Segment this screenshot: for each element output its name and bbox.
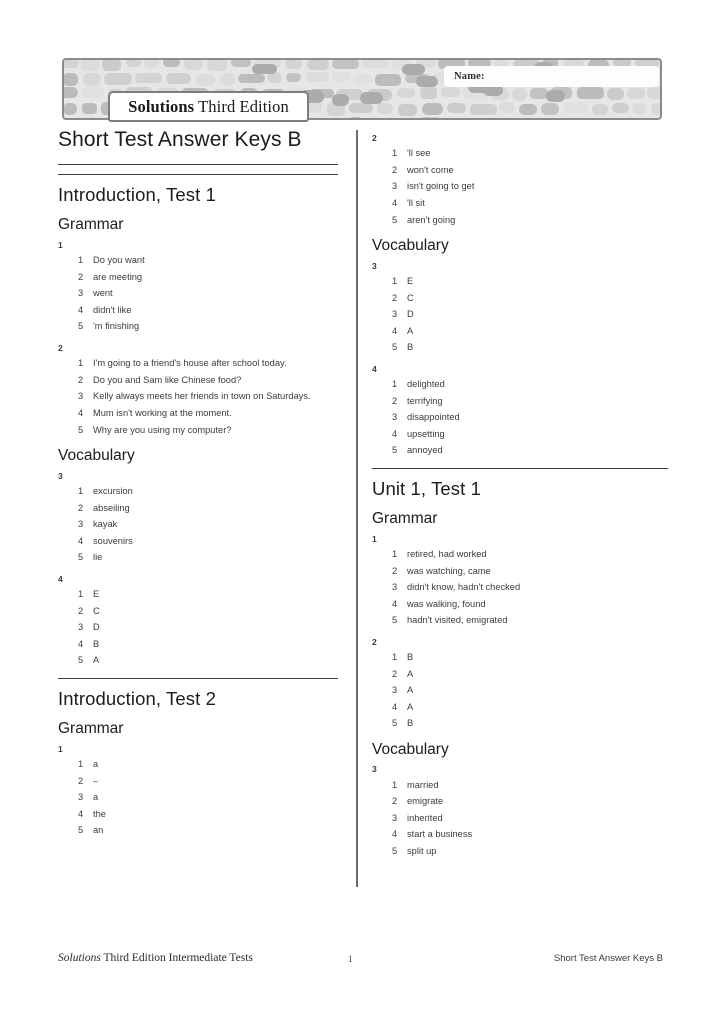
- answer-text: isn't going to get: [407, 181, 475, 192]
- answer-list: [372, 376, 668, 459]
- answer-item: [392, 306, 668, 323]
- mosaic-cell: [353, 74, 372, 84]
- answer-item: [78, 422, 338, 439]
- answer-text: Do you want: [93, 255, 145, 266]
- answer-index: 1: [78, 486, 84, 497]
- skill-heading-grammar: Grammar: [58, 720, 124, 738]
- exercise-number: 4: [58, 573, 63, 584]
- title-divider: [58, 164, 338, 165]
- answer-index: 3: [78, 622, 84, 633]
- mosaic-cell: [81, 60, 99, 71]
- mosaic-cell-accent: [332, 94, 349, 106]
- answer-text: inherited: [407, 812, 443, 823]
- answer-text: didn't like: [93, 304, 132, 315]
- answer-item: [78, 285, 338, 302]
- mosaic-cell: [349, 103, 373, 113]
- answer-item: [78, 533, 338, 550]
- section-divider: [58, 174, 338, 175]
- answer-index: 4: [78, 808, 84, 819]
- answer-text: Kelly always meets her friends in town on Saturdays.: [93, 391, 311, 402]
- mosaic-cell: [286, 73, 300, 83]
- answer-item: [392, 826, 668, 843]
- mosaic-cell: [64, 87, 78, 97]
- answer-text: A: [93, 655, 100, 666]
- answer-item: [78, 789, 338, 806]
- answer-text: was watching, came: [407, 565, 491, 576]
- answer-item: [78, 549, 338, 566]
- mosaic-cell: [447, 103, 465, 113]
- answer-text: D: [407, 309, 414, 320]
- answer-item: [78, 636, 338, 653]
- mosaic-cell: [541, 103, 558, 115]
- answer-list: [58, 355, 338, 438]
- brand-logo-text: [128, 97, 289, 117]
- answer-index: 3: [392, 582, 398, 593]
- mosaic-cell: [64, 60, 79, 68]
- section-divider: [58, 678, 338, 679]
- mosaic-cell-accent: [402, 64, 425, 75]
- answer-index: 4: [392, 829, 398, 840]
- answer-index: 4: [392, 197, 398, 208]
- answer-item: [392, 195, 668, 212]
- answer-index: 2: [392, 565, 398, 576]
- answer-index: 5: [78, 552, 84, 563]
- mosaic-cell: [647, 87, 660, 99]
- answer-text: was walking, found: [407, 598, 486, 609]
- answer-index: 3: [78, 792, 84, 803]
- skill-heading-vocabulary: Vocabulary: [372, 740, 449, 758]
- answer-text: terrifying: [407, 395, 443, 406]
- answer-index: 5: [78, 655, 84, 666]
- answer-item: [392, 715, 668, 732]
- answer-item: [392, 339, 668, 356]
- answer-index: 2: [78, 502, 84, 513]
- mosaic-cell: [82, 103, 97, 114]
- mosaic-cell: [397, 88, 415, 98]
- answer-text: kayak: [93, 519, 118, 530]
- answer-item: [392, 682, 668, 699]
- answer-index: 3: [392, 309, 398, 320]
- answer-item: [392, 699, 668, 716]
- answer-item: [392, 212, 668, 229]
- answer-text: excursion: [93, 486, 133, 497]
- answer-index: 1: [392, 379, 398, 390]
- exercise-number: 2: [372, 636, 377, 647]
- mosaic-cell: [196, 74, 216, 86]
- answer-text: a: [93, 792, 99, 803]
- brand-logo: [108, 91, 309, 122]
- answer-item: [392, 162, 668, 179]
- mosaic-cell-accent: [416, 76, 438, 87]
- answer-index: 4: [78, 408, 84, 419]
- mosaic-cell: [163, 60, 180, 67]
- answer-index: 3: [392, 181, 398, 192]
- mosaic-cell: [375, 74, 400, 86]
- mosaic-cell: [220, 73, 235, 85]
- answer-item: [78, 603, 338, 620]
- mosaic-cell: [422, 103, 443, 115]
- answer-text: Do you and Sam like Chinese food?: [93, 374, 242, 385]
- answer-list: [372, 145, 668, 228]
- exercise-number: 2: [372, 133, 377, 143]
- mosaic-cell: [102, 60, 121, 71]
- skill-heading-vocabulary: Vocabulary: [372, 237, 449, 255]
- footer-source-rest: Third Edition Intermediate Tests: [100, 952, 253, 964]
- answer-item: [78, 586, 338, 603]
- answer-index: 5: [392, 845, 398, 856]
- answer-index: 2: [392, 292, 398, 303]
- answer-index: 1: [392, 549, 398, 560]
- mosaic-cell: [135, 73, 162, 82]
- answer-item: [392, 323, 668, 340]
- answer-item: [392, 376, 668, 393]
- mosaic-cell-accent: [360, 92, 383, 104]
- answer-index: 1: [78, 255, 84, 266]
- answer-index: 1: [78, 358, 84, 369]
- exercise-number: 4: [372, 363, 377, 374]
- answer-item: [78, 372, 338, 389]
- answer-item: [78, 619, 338, 636]
- answer-index: 1: [392, 652, 398, 663]
- mosaic-cell: [398, 104, 417, 117]
- mosaic-cell: [207, 60, 227, 71]
- answer-index: 4: [78, 304, 84, 315]
- mosaic-cell: [83, 73, 101, 86]
- mosaic-cell: [64, 73, 78, 85]
- answer-item: [392, 666, 668, 683]
- brand-logo-bold: Solutions: [128, 96, 195, 116]
- answer-text: Mum isn't working at the moment.: [93, 408, 232, 419]
- answer-index: 4: [392, 701, 398, 712]
- exercise-number: 1: [372, 533, 377, 544]
- answer-item: [392, 612, 668, 629]
- answer-index: 1: [392, 779, 398, 790]
- answer-text: A: [407, 325, 414, 336]
- exercise-number: 3: [372, 260, 377, 271]
- answer-index: 3: [392, 412, 398, 423]
- answer-item: [392, 442, 668, 459]
- answer-text: disappointed: [407, 412, 460, 423]
- page-content: [0, 128, 720, 918]
- answer-text: upsetting: [407, 428, 445, 439]
- answer-item: [78, 806, 338, 823]
- mosaic-cell: [348, 117, 364, 118]
- answer-index: 5: [392, 445, 398, 456]
- answer-item: [392, 810, 668, 827]
- page-title: Short Test Answer Keys B: [58, 128, 302, 151]
- answer-item: [392, 273, 668, 290]
- answer-index: 1: [78, 589, 84, 600]
- answer-text: A: [407, 685, 414, 696]
- answer-index: 5: [392, 214, 398, 225]
- answer-list: [58, 756, 338, 839]
- mosaic-cell: [231, 60, 251, 67]
- answer-item: [392, 793, 668, 810]
- mosaic-cell-accent: [546, 90, 565, 102]
- mosaic-cell: [470, 104, 497, 115]
- exercise-number: 3: [58, 470, 63, 481]
- answer-item: [392, 777, 668, 794]
- answer-text: lie: [93, 552, 103, 563]
- answer-text: I'm going to a friend's house after school today.: [93, 358, 287, 369]
- mosaic-cell: [306, 72, 329, 82]
- right-column: [372, 128, 668, 869]
- answer-text: B: [407, 342, 414, 353]
- answer-text: –: [93, 775, 99, 786]
- answer-index: 2: [78, 271, 84, 282]
- name-field-label: Name:: [454, 71, 485, 82]
- answer-index: 4: [78, 535, 84, 546]
- answer-text: an: [93, 825, 104, 836]
- answer-index: 1: [78, 759, 84, 770]
- answer-text: a: [93, 759, 99, 770]
- answer-text: are meeting: [93, 271, 143, 282]
- mosaic-cell: [627, 88, 645, 98]
- answer-item: [392, 546, 668, 563]
- answer-text: B: [407, 652, 414, 663]
- answer-list: [372, 546, 668, 629]
- answer-list: [372, 777, 668, 860]
- mosaic-cell: [332, 72, 350, 82]
- brand-logo-regular: Third Edition: [194, 96, 289, 116]
- answer-text: E: [407, 276, 414, 287]
- answer-item: [78, 822, 338, 839]
- mosaic-cell-accent: [252, 64, 277, 74]
- mosaic-cell: [166, 73, 192, 85]
- answer-text: Why are you using my computer?: [93, 424, 232, 435]
- answer-text: retired, had worked: [407, 549, 487, 560]
- mosaic-cell: [632, 103, 647, 114]
- answer-item: [392, 290, 668, 307]
- section-divider: [372, 468, 668, 469]
- mosaic-cell: [238, 74, 265, 84]
- answer-text: C: [407, 292, 414, 303]
- answer-text: D: [93, 622, 100, 633]
- answer-index: 5: [78, 321, 84, 332]
- answer-index: 2: [78, 775, 84, 786]
- answer-index: 2: [78, 605, 84, 616]
- mosaic-cell: [362, 60, 388, 68]
- mosaic-cell: [563, 102, 589, 113]
- mosaic-cell: [104, 73, 132, 85]
- exercise-number: 2: [58, 343, 63, 354]
- mosaic-cell: [441, 87, 460, 97]
- mosaic-cell: [519, 104, 537, 115]
- answer-list: [58, 483, 338, 566]
- page-footer: [58, 952, 663, 968]
- answer-text: hadn't visited, emigrated: [407, 615, 508, 626]
- answer-text: A: [407, 668, 414, 679]
- answer-index: 4: [392, 325, 398, 336]
- answer-text: A: [407, 701, 414, 712]
- mosaic-cell: [307, 60, 330, 70]
- answer-text: went: [93, 288, 113, 299]
- mosaic-cell: [126, 60, 142, 67]
- footer-document-name: Short Test Answer Keys B: [553, 953, 663, 964]
- mosaic-cell: [377, 103, 393, 114]
- footer-page-number: 1: [348, 954, 353, 964]
- answer-index: 2: [392, 796, 398, 807]
- mosaic-cell: [612, 103, 629, 113]
- skill-heading-vocabulary: Vocabulary: [58, 447, 135, 465]
- answer-index: 5: [392, 615, 398, 626]
- answer-text: emigrate: [407, 796, 444, 807]
- exercise-number: 3: [372, 764, 377, 775]
- section-introduction-test-2-title: Introduction, Test 2: [58, 687, 216, 709]
- answer-item: [392, 145, 668, 162]
- answer-item: [78, 483, 338, 500]
- answer-index: 3: [392, 812, 398, 823]
- answer-text: split up: [407, 845, 437, 856]
- answer-item: [78, 269, 338, 286]
- answer-text: 'll see: [407, 148, 431, 159]
- answer-index: 4: [78, 638, 84, 649]
- column-divider: [356, 130, 358, 887]
- mosaic-cell: [577, 87, 604, 99]
- answer-index: 2: [392, 395, 398, 406]
- answer-item: [392, 843, 668, 860]
- answer-text: 'll sit: [407, 197, 425, 208]
- answer-item: [78, 500, 338, 517]
- footer-source-italic: Solutions: [58, 952, 101, 964]
- answer-text: souvenirs: [93, 535, 133, 546]
- mosaic-cell: [81, 87, 103, 98]
- answer-item: [392, 563, 668, 580]
- answer-item: [78, 252, 338, 269]
- answer-index: 2: [78, 374, 84, 385]
- mosaic-cell: [651, 103, 660, 115]
- mosaic-cell: [418, 117, 441, 118]
- answer-item: [392, 596, 668, 613]
- answer-list: [372, 649, 668, 732]
- answer-text: B: [407, 718, 414, 729]
- answer-item: [78, 388, 338, 405]
- answer-text: won't come: [407, 164, 454, 175]
- answer-item: [78, 516, 338, 533]
- answer-index: 3: [78, 391, 84, 402]
- mosaic-cell: [64, 103, 77, 116]
- footer-source: [58, 952, 253, 964]
- answer-index: 4: [392, 598, 398, 609]
- mosaic-cell: [592, 104, 608, 116]
- answer-index: 1: [392, 148, 398, 159]
- answer-item: [392, 579, 668, 596]
- answer-item: [78, 405, 338, 422]
- answer-index: 1: [392, 276, 398, 287]
- section-introduction-test-1-title: Introduction, Test 1: [58, 184, 216, 206]
- answer-text: C: [93, 605, 100, 616]
- answer-list: [372, 273, 668, 356]
- answer-text: annoyed: [407, 445, 443, 456]
- answer-item: [78, 756, 338, 773]
- answer-item: [78, 652, 338, 669]
- answer-text: married: [407, 779, 439, 790]
- answer-item: [78, 302, 338, 319]
- answer-item: [392, 178, 668, 195]
- answer-text: 'm finishing: [93, 321, 140, 332]
- exercise-number: 1: [58, 239, 63, 250]
- answer-item: [392, 426, 668, 443]
- answer-text: abseiling: [93, 502, 130, 513]
- mosaic-cell: [420, 87, 438, 99]
- answer-list: [58, 252, 338, 335]
- answer-index: 3: [78, 288, 84, 299]
- answer-text: E: [93, 589, 100, 600]
- answer-index: 3: [392, 685, 398, 696]
- answer-text: B: [93, 638, 100, 649]
- answer-item: [78, 355, 338, 372]
- exercise-number: 1: [58, 743, 63, 754]
- answer-text: start a business: [407, 829, 473, 840]
- mosaic-cell: [512, 88, 527, 101]
- skill-heading-grammar: Grammar: [372, 510, 438, 528]
- mosaic-cell: [184, 60, 204, 70]
- answer-index: 2: [392, 668, 398, 679]
- answer-item: [392, 649, 668, 666]
- answer-item: [392, 393, 668, 410]
- answer-item: [392, 409, 668, 426]
- mosaic-cell: [285, 60, 302, 69]
- answer-index: 2: [392, 164, 398, 175]
- left-column: [58, 128, 338, 848]
- answer-index: 5: [392, 718, 398, 729]
- section-unit-1-test-1-title: Unit 1, Test 1: [372, 477, 482, 499]
- mosaic-cell: [332, 60, 359, 69]
- answer-text: aren't going: [407, 214, 456, 225]
- answer-text: the: [93, 808, 106, 819]
- answer-item: [78, 318, 338, 335]
- mosaic-cell: [144, 60, 158, 68]
- answer-text: didn't know, hadn't checked: [407, 582, 521, 593]
- answer-index: 3: [78, 519, 84, 530]
- answer-index: 5: [392, 342, 398, 353]
- answer-index: 5: [78, 825, 84, 836]
- mosaic-cell: [607, 88, 624, 100]
- name-field[interactable]: [444, 66, 659, 87]
- answer-index: 5: [78, 424, 84, 435]
- answer-text: delighted: [407, 379, 445, 390]
- mosaic-cell: [499, 102, 515, 112]
- answer-item: [78, 773, 338, 790]
- skill-heading-grammar: Grammar: [58, 216, 124, 234]
- answer-list: [58, 586, 338, 669]
- answer-index: 4: [392, 428, 398, 439]
